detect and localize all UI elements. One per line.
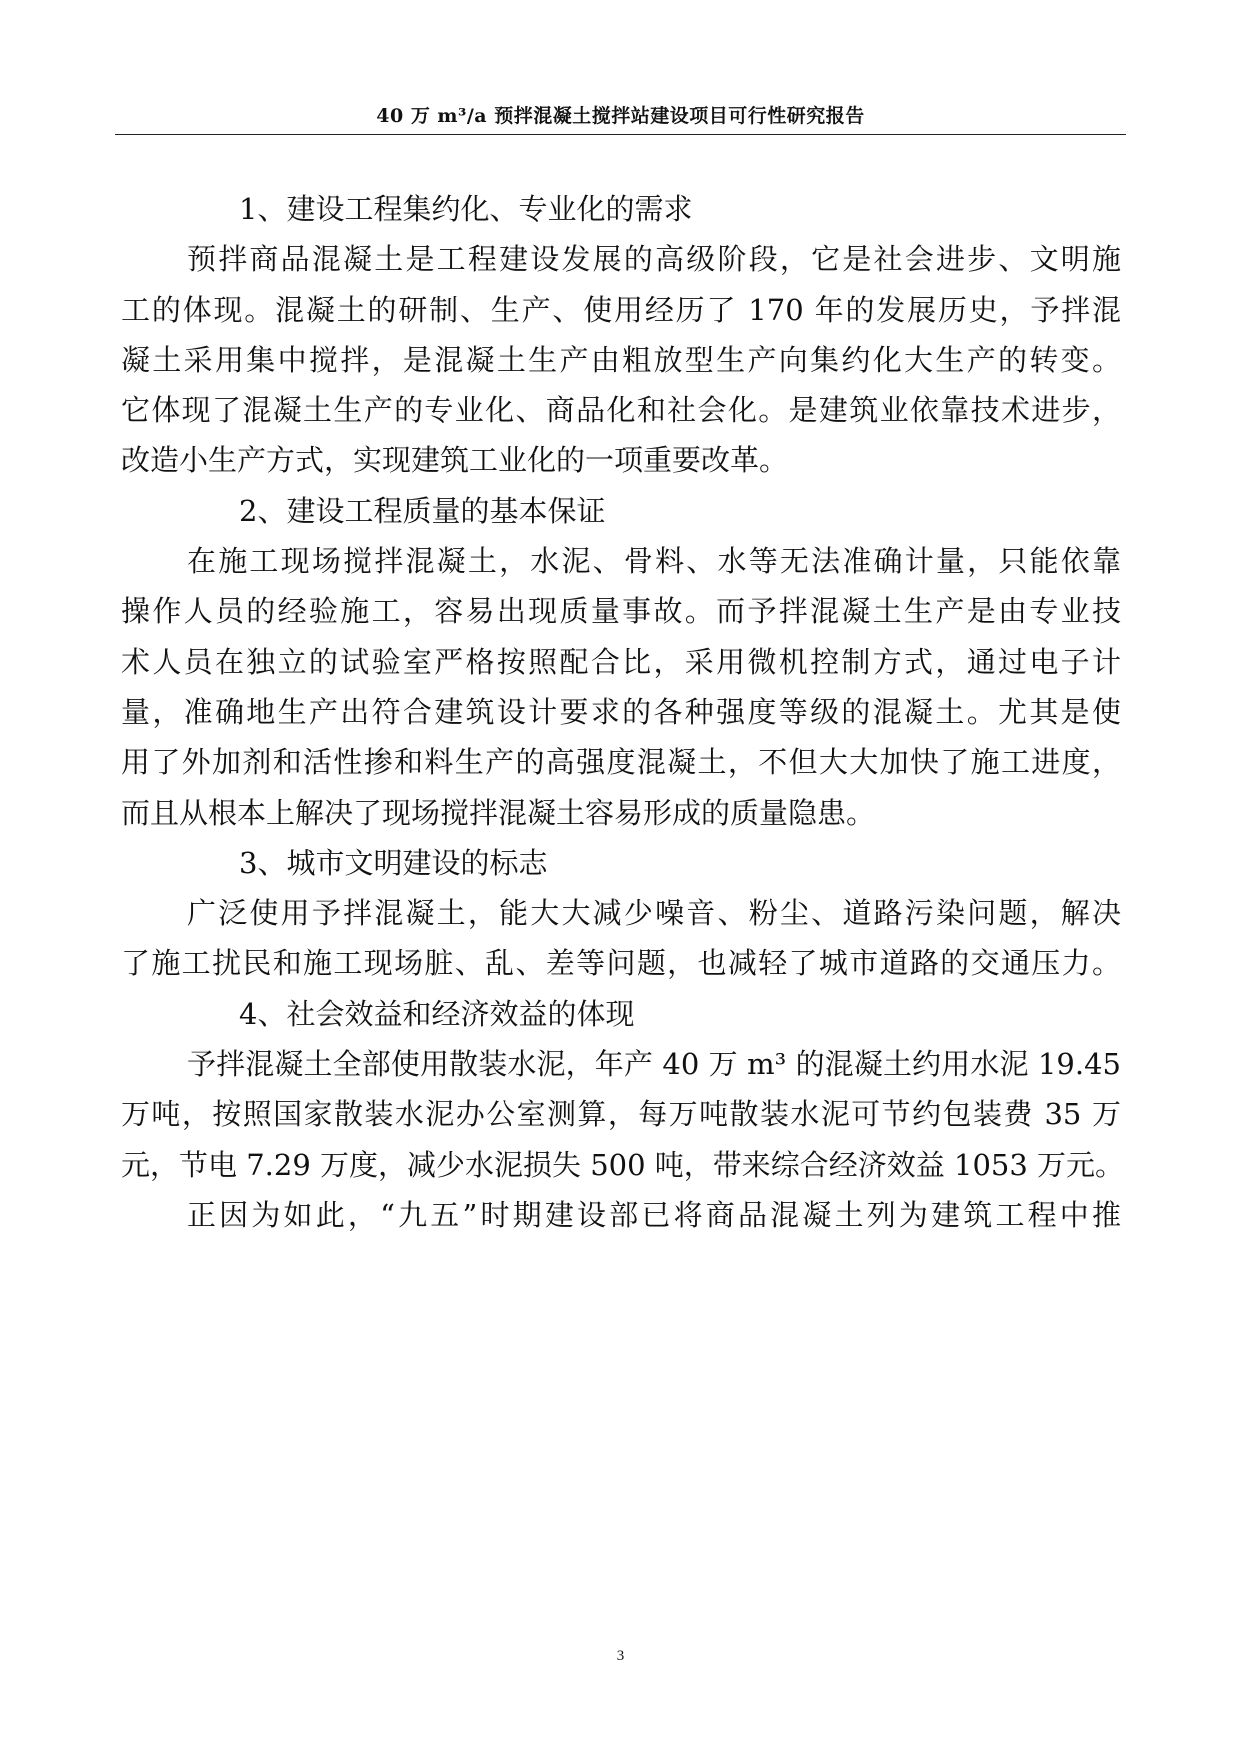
paragraph-line: 工的体现。混凝土的研制、生产、使用经历了 170 年的发展历史，予拌混	[121, 292, 1121, 327]
section-heading-2: 2、建设工程质量的基本保证	[239, 493, 606, 528]
paragraph-line: 而且从根本上解决了现场搅拌混凝土容易形成的质量隐患。	[121, 795, 876, 830]
paragraph-line: 用了外加剂和活性掺和料生产的高强度混凝土，不但大大加快了施工进度，	[121, 745, 1121, 780]
paragraph-line: 改造小生产方式，实现建筑工业化的一项重要改革。	[121, 443, 789, 478]
paragraph-line: 予拌混凝土全部使用散装水泥，年产 40 万 m³ 的混凝土约用水泥 19.45	[187, 1047, 1121, 1082]
paragraph-line: 了施工扰民和施工现场脏、乱、差等问题，也减轻了城市道路的交通压力。	[121, 946, 1121, 981]
paragraph-line: 操作人员的经验施工，容易出现质量事故。而予拌混凝土生产是由专业技	[121, 594, 1121, 629]
paragraph-line: 广泛使用予拌混凝土，能大大减少噪音、粉尘、道路污染问题，解决	[187, 896, 1121, 931]
paragraph-line: 元，节电 7.29 万度，减少水泥损失 500 吨，带来综合经济效益 1053 万元。	[121, 1147, 1125, 1182]
section-heading-4: 4、社会效益和经济效益的体现	[239, 996, 635, 1031]
paragraph-line: 量，准确地生产出符合建筑设计要求的各种强度等级的混凝土。尤其是使	[121, 694, 1121, 729]
paragraph-line: 凝土采用集中搅拌，是混凝土生产由粗放型生产向集约化大生产的转变。	[121, 342, 1121, 377]
section-heading-3: 3、城市文明建设的标志	[239, 845, 548, 880]
paragraph-line: 万吨，按照国家散装水泥办公室测算，每万吨散装水泥可节约包装费 35 万	[121, 1097, 1121, 1132]
paragraph-line: 它体现了混凝土生产的专业化、商品化和社会化。是建筑业依靠技术进步，	[121, 393, 1121, 428]
page-number: 3	[616, 1648, 625, 1664]
body-text	[121, 184, 1125, 1240]
paragraph-line: 在施工现场搅拌混凝土，水泥、骨料、水等无法准确计量，只能依靠	[187, 544, 1121, 579]
paragraph-line: 预拌商品混凝土是工程建设发展的高级阶段，它是社会进步、文明施	[187, 242, 1121, 277]
section-heading-1: 1、建设工程集约化、专业化的需求	[239, 192, 693, 226]
header-rule	[115, 134, 1126, 135]
paragraph-line: 正因为如此，“九五”时期建设部已将商品混凝土列为建筑工程中推	[187, 1197, 1121, 1232]
paragraph-line: 术人员在独立的试验室严格按照配合比，采用微机控制方式，通过电子计	[121, 644, 1121, 679]
running-header: 40 万 m³/a 预拌混凝土搅拌站建设项目可行性研究报告	[376, 105, 865, 127]
